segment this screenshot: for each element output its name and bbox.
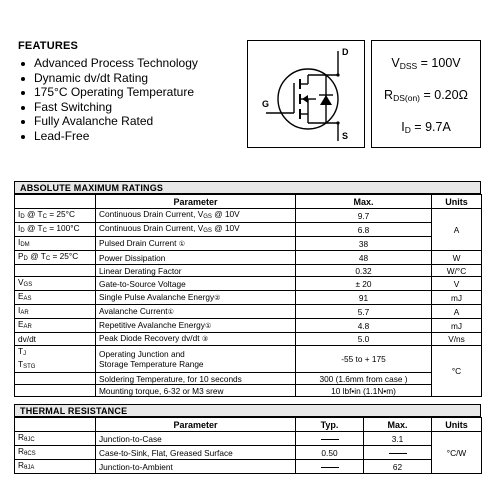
table-row: Linear Derating Factor 0.32 W/°C <box>15 265 482 277</box>
thermal-table-title: THERMAL RESISTANCE <box>14 404 481 417</box>
table-row: $R_{\theta JA}$ Junction-to-Ambient 62 <box>15 460 482 474</box>
col-header-parameter: Parameter <box>96 418 296 432</box>
thermal-resistance <box>14 404 481 474</box>
spec-id: $I_D = 9.7A$ <box>401 120 451 135</box>
dash <box>389 453 407 454</box>
abs-table-title: ABSOLUTE MAXIMUM RATINGS <box>14 181 481 194</box>
features-list <box>18 56 243 144</box>
feature-item: Fast Switching <box>18 100 243 115</box>
table-row: $E_{AR}$ Repetitive Avalanche Energy① 4.8 mJ <box>15 319 482 333</box>
feature-item: Dynamic dv/dt Rating <box>18 71 243 86</box>
absolute-maximum-ratings <box>14 181 481 397</box>
col-header-typ: Typ. <box>296 418 364 432</box>
table-row: $R_{\theta CS}$ Case-to-Sink, Flat, Greased Surface 0.50 <box>15 446 482 460</box>
mosfet-symbol-icon <box>248 41 366 149</box>
source-label: S <box>342 131 349 141</box>
feature-item: Fully Avalanche Rated <box>18 114 243 129</box>
table-row: Mounting torque, 6-32 or M3 srew 10 lbf•in (1.1N•m) <box>15 385 482 397</box>
unit-amps: A <box>432 209 482 251</box>
mosfet-symbol-box <box>247 40 365 148</box>
col-header-units: Units <box>432 418 482 432</box>
table-row: $T_J$ $T_{STG}$ Operating Junction and Storage Temperature Range -55 to + 175 °C <box>15 346 482 373</box>
table-row: Soldering Temperature, for 10 seconds 300 (1.6mm from case ) <box>15 373 482 385</box>
thermal-table <box>14 417 482 474</box>
feature-item: 175°C Operating Temperature <box>18 85 243 100</box>
table-row: $V_{GS}$ Gate-to-Source Voltage ± 20 V <box>15 277 482 291</box>
table-row: $I_{AR}$ Avalanche Current① 5.7 A <box>15 305 482 319</box>
col-header-units: Units <box>432 195 482 209</box>
unit-celsius: °C <box>432 346 482 397</box>
dash <box>321 467 339 468</box>
table-row: $I_D$ @ $T_C = 100^\circ C$ Continuous Drain Current, $V_{GS}$ @ 10V 6.8 <box>15 223 482 237</box>
table-row: $I_{DM}$ Pulsed Drain Current ① 38 <box>15 237 482 251</box>
features-title: FEATURES <box>18 40 79 52</box>
features-section <box>18 40 243 144</box>
feature-item: Lead-Free <box>18 129 243 144</box>
table-row: $R_{\theta JC}$ Junction-to-Case 3.1 °C/W <box>15 432 482 446</box>
table-row: dv/dt Peak Diode Recovery dv/dt ③ 5.0 V/ns <box>15 333 482 346</box>
table-row: $E_{AS}$ Single Pulse Avalanche Energy② 91 mJ <box>15 291 482 305</box>
table-row: $I_D$ @ $T_C = 25^\circ C$ Continuous Drain Current, $V_{GS}$ @ 10V 9.7 A <box>15 209 482 223</box>
table-header-row <box>15 418 482 432</box>
key-specs-box <box>371 40 481 148</box>
table-header-row <box>15 195 482 209</box>
col-header-max: Max. <box>364 418 432 432</box>
spec-vdss: $V_{DSS} = 100V$ <box>391 56 461 71</box>
unit-c-per-w: °C/W <box>432 432 482 474</box>
feature-item: Advanced Process Technology <box>18 56 243 71</box>
col-header-max: Max. <box>296 195 432 209</box>
abs-table <box>14 194 482 397</box>
table-row: $P_D$ @ $T_C = 25^\circ C$ Power Dissipation 48 W <box>15 251 482 265</box>
spec-rdson: $R_{DS(on)} = 0.20\Omega$ <box>384 88 468 103</box>
gate-label: G <box>262 99 270 109</box>
col-header-parameter: Parameter <box>96 195 296 209</box>
dash <box>321 439 339 440</box>
drain-label: D <box>342 47 349 57</box>
